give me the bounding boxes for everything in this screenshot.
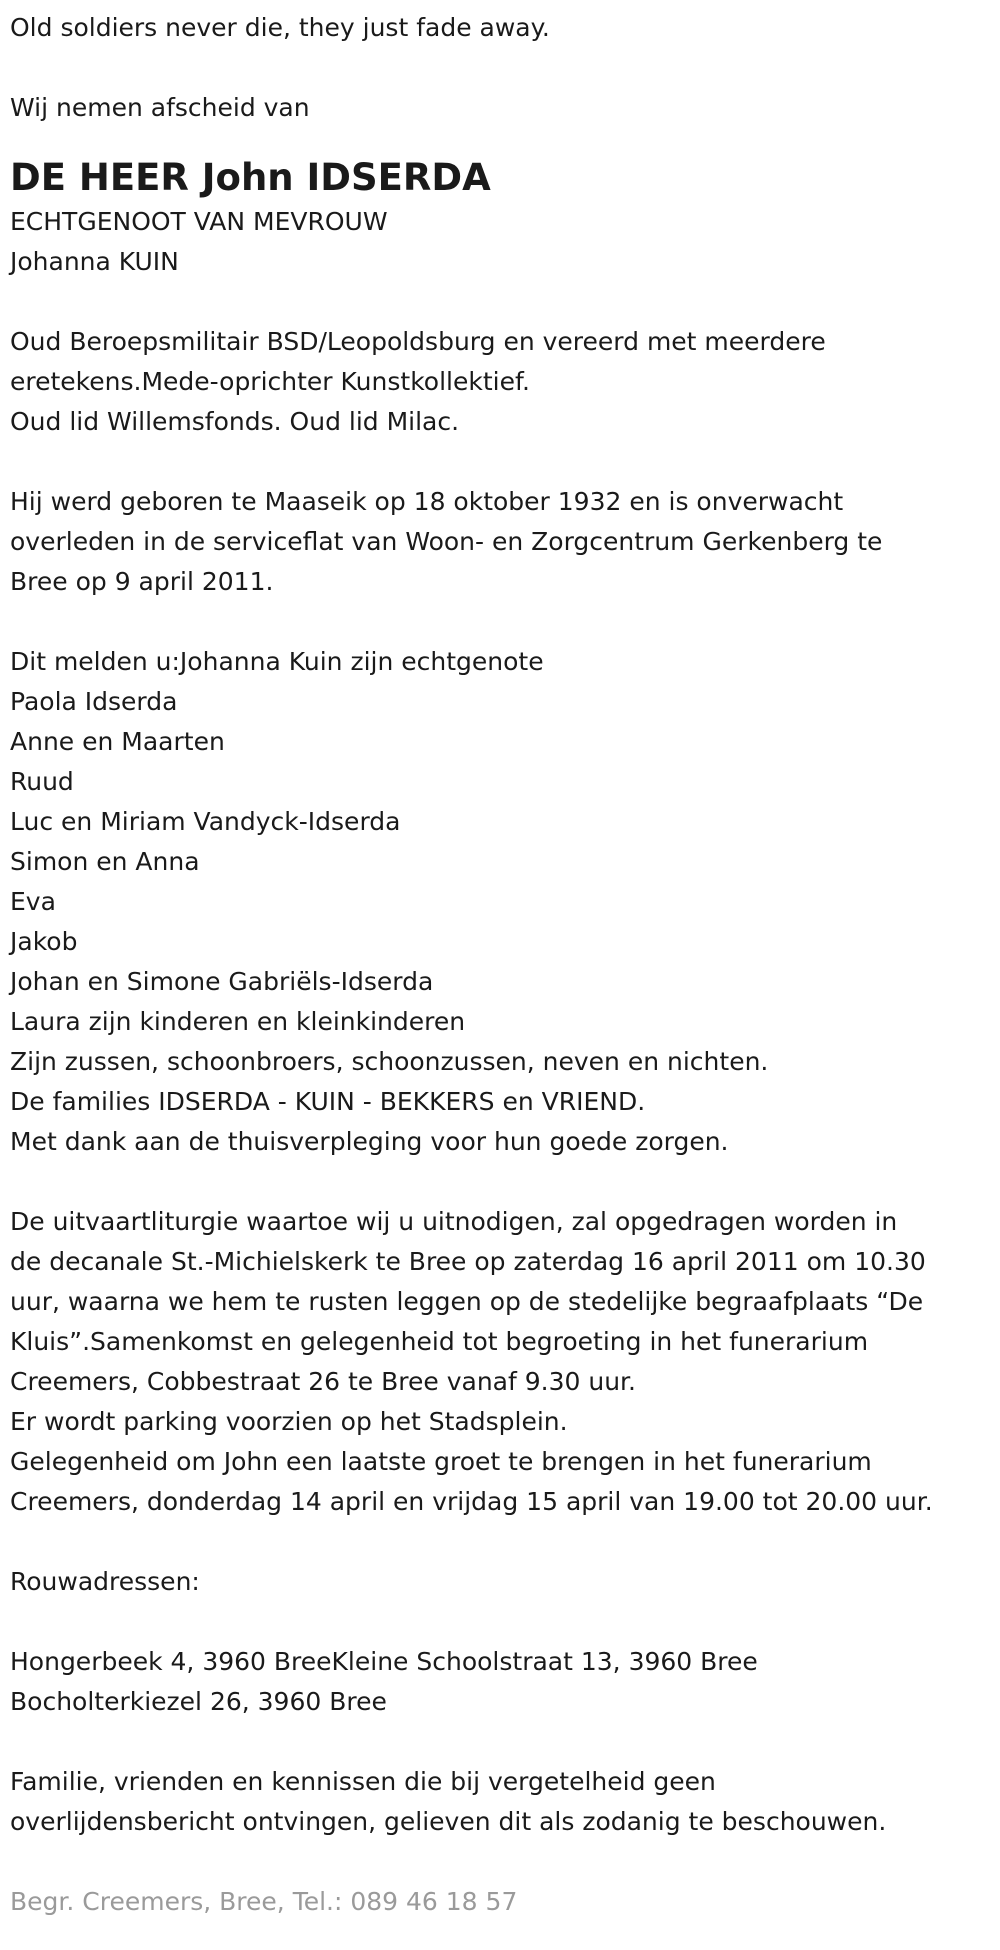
spacer (10, 1522, 990, 1562)
spacer (10, 48, 990, 88)
closing-note (10, 1762, 990, 1842)
funeral-line: De uitvaartliturgie waartoe wij u uitnodigen, zal opgedragen worden in (10, 1207, 898, 1236)
deceased-name: DE HEER John IDSERDA (10, 156, 491, 199)
addresses-heading: Rouwadressen: (10, 1567, 200, 1596)
family-line: Simon en Anna (10, 847, 200, 876)
addresses (10, 1642, 990, 1722)
family-line: Ruud (10, 767, 74, 796)
intro-text: Wij nemen afscheid van (10, 93, 310, 122)
quote: Old soldiers never die, they just fade away. (10, 13, 550, 42)
bio-line: Oud Beroepsmilitair BSD/Leopoldsburg en vereerd met meerdere (10, 327, 826, 356)
bio-line: Oud lid Willemsfonds. Oud lid Milac. (10, 407, 460, 436)
birth-line: Bree op 9 april 2011. (10, 567, 274, 596)
birth-line: Hij werd geboren te Maaseik op 18 oktober 1932 en is onverwacht (10, 487, 844, 516)
funeral-details (10, 1202, 990, 1522)
spacer (10, 282, 990, 322)
address-line: Bocholterkiezel 26, 3960 Bree (10, 1687, 387, 1716)
birth-death-info (10, 482, 990, 602)
family-line: Eva (10, 887, 56, 916)
birth-line: overleden in de serviceflat van Woon- en Zorgcentrum Gerkenberg te (10, 527, 883, 556)
closing-line: Familie, vrienden en kennissen die bij vergetelheid geen (10, 1767, 716, 1796)
funeral-home-footer: Begr. Creemers, Bree, Tel.: 089 46 18 57 (10, 1887, 518, 1916)
family-line: Jakob (10, 927, 78, 956)
funeral-line: Creemers, donderdag 14 april en vrijdag 15 april van 19.00 tot 20.00 uur. (10, 1487, 933, 1516)
closing-line: overlijdensbericht ontvingen, gelieven dit als zodanig te beschouwen. (10, 1807, 887, 1836)
bio-line: eretekens.Mede-oprichter Kunstkollektief. (10, 367, 530, 396)
funeral-line: Gelegenheid om John een laatste groet te brengen in het funerarium (10, 1447, 872, 1476)
family-line: Laura zijn kinderen en kleinkinderen (10, 1007, 466, 1036)
funeral-line: de decanale St.-Michielskerk te Bree op zaterdag 16 april 2011 om 10.30 (10, 1247, 926, 1276)
spacer (10, 1842, 990, 1882)
family-line: Johan en Simone Gabriëls-Idserda (10, 967, 434, 996)
family-line: De families IDSERDA - KUIN - BEKKERS en VRIEND. (10, 1087, 646, 1116)
spacer (10, 1722, 990, 1762)
family-line: Paola Idserda (10, 687, 178, 716)
spouse-line-1: ECHTGENOOT VAN MEVROUW (10, 207, 388, 236)
family-list (10, 642, 990, 1162)
spacer (10, 602, 990, 642)
funeral-line: Er wordt parking voorzien op het Stadsplein. (10, 1407, 568, 1436)
spacer (10, 1162, 990, 1202)
funeral-line: uur, waarna we hem te rusten leggen op de stedelijke begraafplaats “De (10, 1287, 924, 1316)
address-line: Hongerbeek 4, 3960 BreeKleine Schoolstraat 13, 3960 Bree (10, 1647, 758, 1676)
family-line: Met dank aan de thuisverpleging voor hun goede zorgen. (10, 1127, 729, 1156)
family-line: Zijn zussen, schoonbroers, schoonzussen, neven en nichten. (10, 1047, 769, 1076)
spacer (10, 1602, 990, 1642)
funeral-line: Creemers, Cobbestraat 26 te Bree vanaf 9.30 uur. (10, 1367, 636, 1396)
spouse-line-2: Johanna KUIN (10, 247, 179, 276)
family-line: Luc en Miriam Vandyck-Idserda (10, 807, 401, 836)
family-line: Dit melden u:Johanna Kuin zijn echtgenote (10, 647, 544, 676)
spacer (10, 442, 990, 482)
spacer (10, 128, 990, 148)
funeral-line: Kluis”.Samenkomst en gelegenheid tot begroeting in het funerarium (10, 1327, 869, 1356)
biography (10, 322, 990, 442)
family-line: Anne en Maarten (10, 727, 225, 756)
